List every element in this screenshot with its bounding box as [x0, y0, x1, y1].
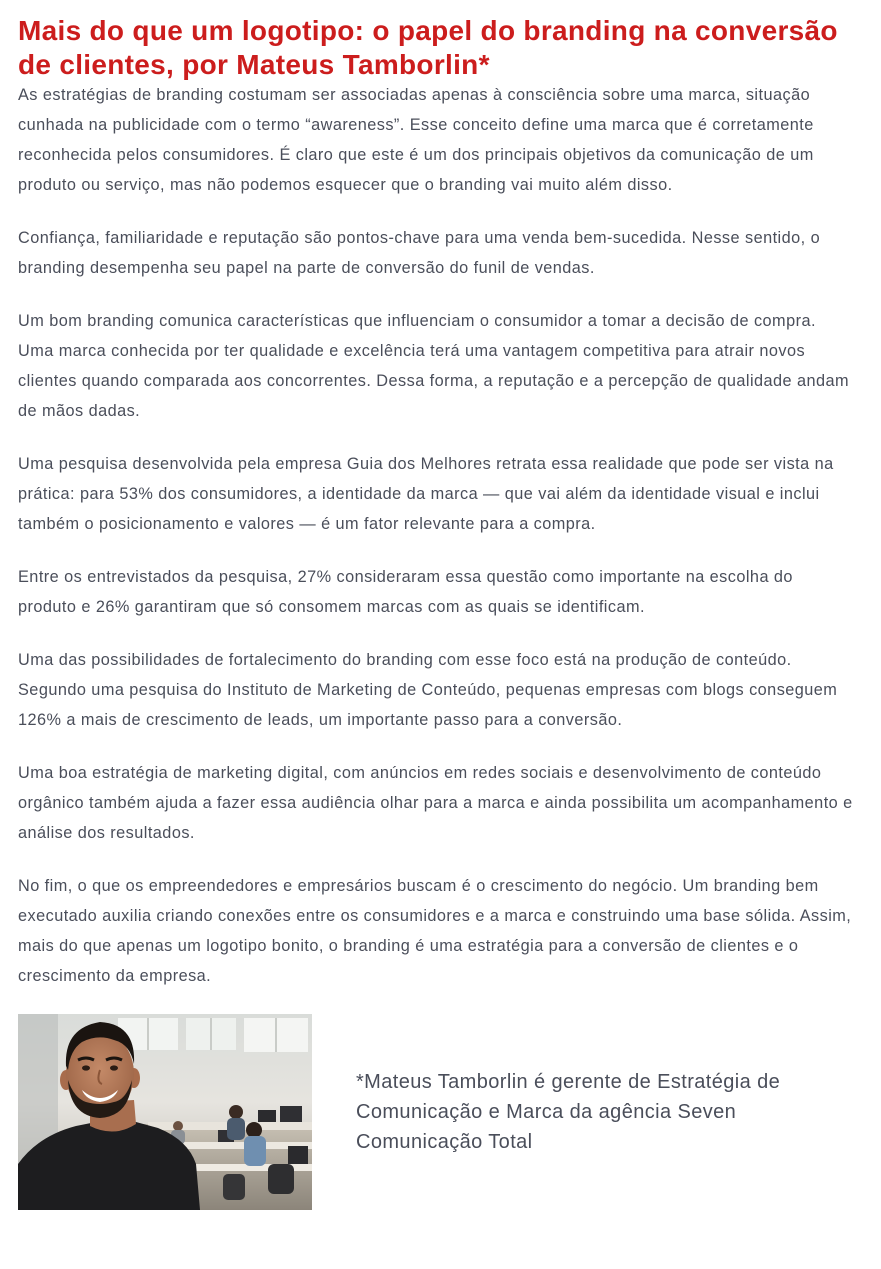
article-paragraph: Uma boa estratégia de marketing digital, com anúncios em redes sociais e desenvolvimento de conteúdo orgânico também ajuda a fazer essa audiência olhar para a marca e ainda possibilita um acompanhamento e análise dos resultados. [18, 764, 853, 842]
article-paragraph: Entre os entrevistados da pesquisa, 27% consideraram essa questão como importante na escolha do produto e 26% garantiram que só consomem marcas com as quais se identificam. [18, 568, 793, 616]
article-paragraph: No fim, o que os empreendedores e empresários buscam é o crescimento do negócio. Um branding bem executado auxilia criando conexões entre os consumidores e a marca e construindo uma base sólida. Assim, mais do que apenas um logotipo bonito, o branding é uma estratégia para a conversão de clientes e o crescimento da empresa. [18, 877, 852, 985]
author-bio: *Mateus Tamborlin é gerente de Estratégia de Comunicação e Marca da agência Seven Comunicação Total [356, 1071, 781, 1153]
article-title: Mais do que um logotipo: o papel do branding na conversão de clientes, por Mateus Tamborlin* [18, 15, 838, 80]
article-body [18, 80, 855, 991]
author-photo [18, 1014, 312, 1210]
author-box [18, 1014, 855, 1210]
article-paragraph: Confiança, familiaridade e reputação são pontos-chave para uma venda bem-sucedida. Nesse sentido, o branding desempenha seu papel na parte de conversão do funil de vendas. [18, 229, 821, 277]
article-paragraph: Uma das possibilidades de fortalecimento do branding com esse foco está na produção de conteúdo. Segundo uma pesquisa do Instituto de Marketing de Conteúdo, pequenas empresas com blogs conseguem 126% a mais de crescimento de leads, um importante passo para a conversão. [18, 651, 838, 729]
article-paragraph: Uma pesquisa desenvolvida pela empresa Guia dos Melhores retrata essa realidade que pode ser vista na prática: para 53% dos consumidores, a identidade da marca — que vai além da identidade visual e inclui também o posicionamento e valores — é um fator relevante para a compra. [18, 455, 834, 533]
article-paragraph: As estratégias de branding costumam ser associadas apenas à consciência sobre uma marca, situação cunhada na publicidade com o termo “awareness”. Esse conceito define uma marca que é corretamente reconhecida pelos consumidores. É claro que este é um dos principais objetivos da comunicação de um produto ou serviço, mas não podemos esquecer que o branding vai muito além disso. [18, 86, 814, 194]
article-paragraph: Um bom branding comunica características que influenciam o consumidor a tomar a decisão de compra. Uma marca conhecida por ter qualidade e excelência terá uma vantagem competitiva para atrair novos clientes quando comparada aos concorrentes. Dessa forma, a reputação e a percepção de qualidade andam de mãos dadas. [18, 312, 850, 420]
